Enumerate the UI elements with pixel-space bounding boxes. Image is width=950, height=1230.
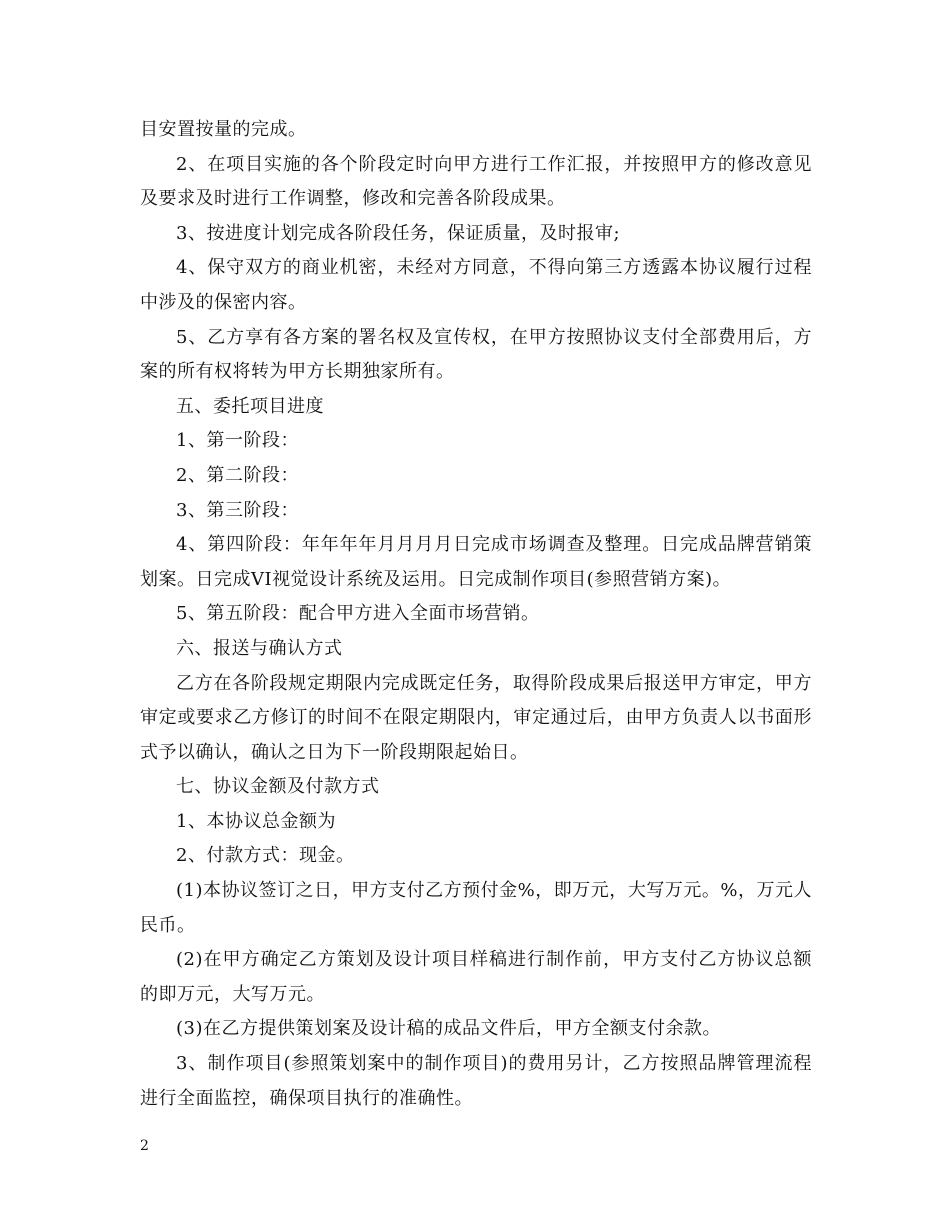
paragraph: 2、第二阶段： xyxy=(176,464,299,486)
paragraph: (3)在乙方提供策划案及设计稿的成品文件后，甲方全额支付余款。 xyxy=(176,1018,721,1040)
paragraph: 5、乙方享有各方案的署名权及宣传权，在甲方按照协议支付全部费用后，方案的所有权将转为甲方长期独家所有。 xyxy=(140,326,812,383)
paragraph: 乙方在各阶段规定期限内完成既定任务，取得阶段成果后报送甲方审定，甲方审定或要求乙方修订的时间不在限定期限内，审定通过后，由甲方负责人以书面形式予以确认，确认之日为下一阶段期限起始日。 xyxy=(140,672,812,763)
paragraph: 4、第四阶段：年年年年月月月月日完成市场调查及整理。日完成品牌营销策划案。日完成VI视觉设计系统及运用。日完成制作项目(参照营销方案)。 xyxy=(140,534,812,590)
document-body xyxy=(140,113,812,1116)
paragraph: 目安置按量的完成。 xyxy=(140,119,307,140)
page-number: 2 xyxy=(140,1138,149,1154)
paragraph: 1、第一阶段： xyxy=(176,430,299,452)
paragraph: 5、第五阶段：配合甲方进入全面市场营销。 xyxy=(176,603,540,625)
paragraph: 1、本协议总金额为 xyxy=(176,810,336,832)
section-heading: 七、协议金额及付款方式 xyxy=(176,776,380,798)
paragraph: 3、第三阶段： xyxy=(176,499,299,521)
paragraph: 3、按进度计划完成各阶段任务，保证质量，及时报审; xyxy=(176,222,621,244)
section-heading: 六、报送与确认方式 xyxy=(176,637,343,659)
paragraph: 4、保守双方的商业机密，未经对方同意，不得向第三方透露本协议履行过程中涉及的保密内容。 xyxy=(140,257,812,313)
paragraph: (1)本协议签订之日，甲方支付乙方预付金%，即万元，大写万元。%，万元人民币。 xyxy=(140,880,812,936)
paragraph: 2、在项目实施的各个阶段定时向甲方进行工作汇报，并按照甲方的修改意见及要求及时进行工作调整，修改和完善各阶段成果。 xyxy=(140,153,812,210)
paragraph: (2)在甲方确定乙方策划及设计项目样稿进行制作前，甲方支付乙方协议总额的即万元，大写万元。 xyxy=(140,949,812,1005)
paragraph: 2、付款方式：现金。 xyxy=(176,845,355,867)
paragraph: 3、制作项目(参照策划案中的制作项目)的费用另计，乙方按照品牌管理流程进行全面监控，确保项目执行的准确性。 xyxy=(140,1053,812,1109)
section-heading: 五、委托项目进度 xyxy=(176,395,324,417)
